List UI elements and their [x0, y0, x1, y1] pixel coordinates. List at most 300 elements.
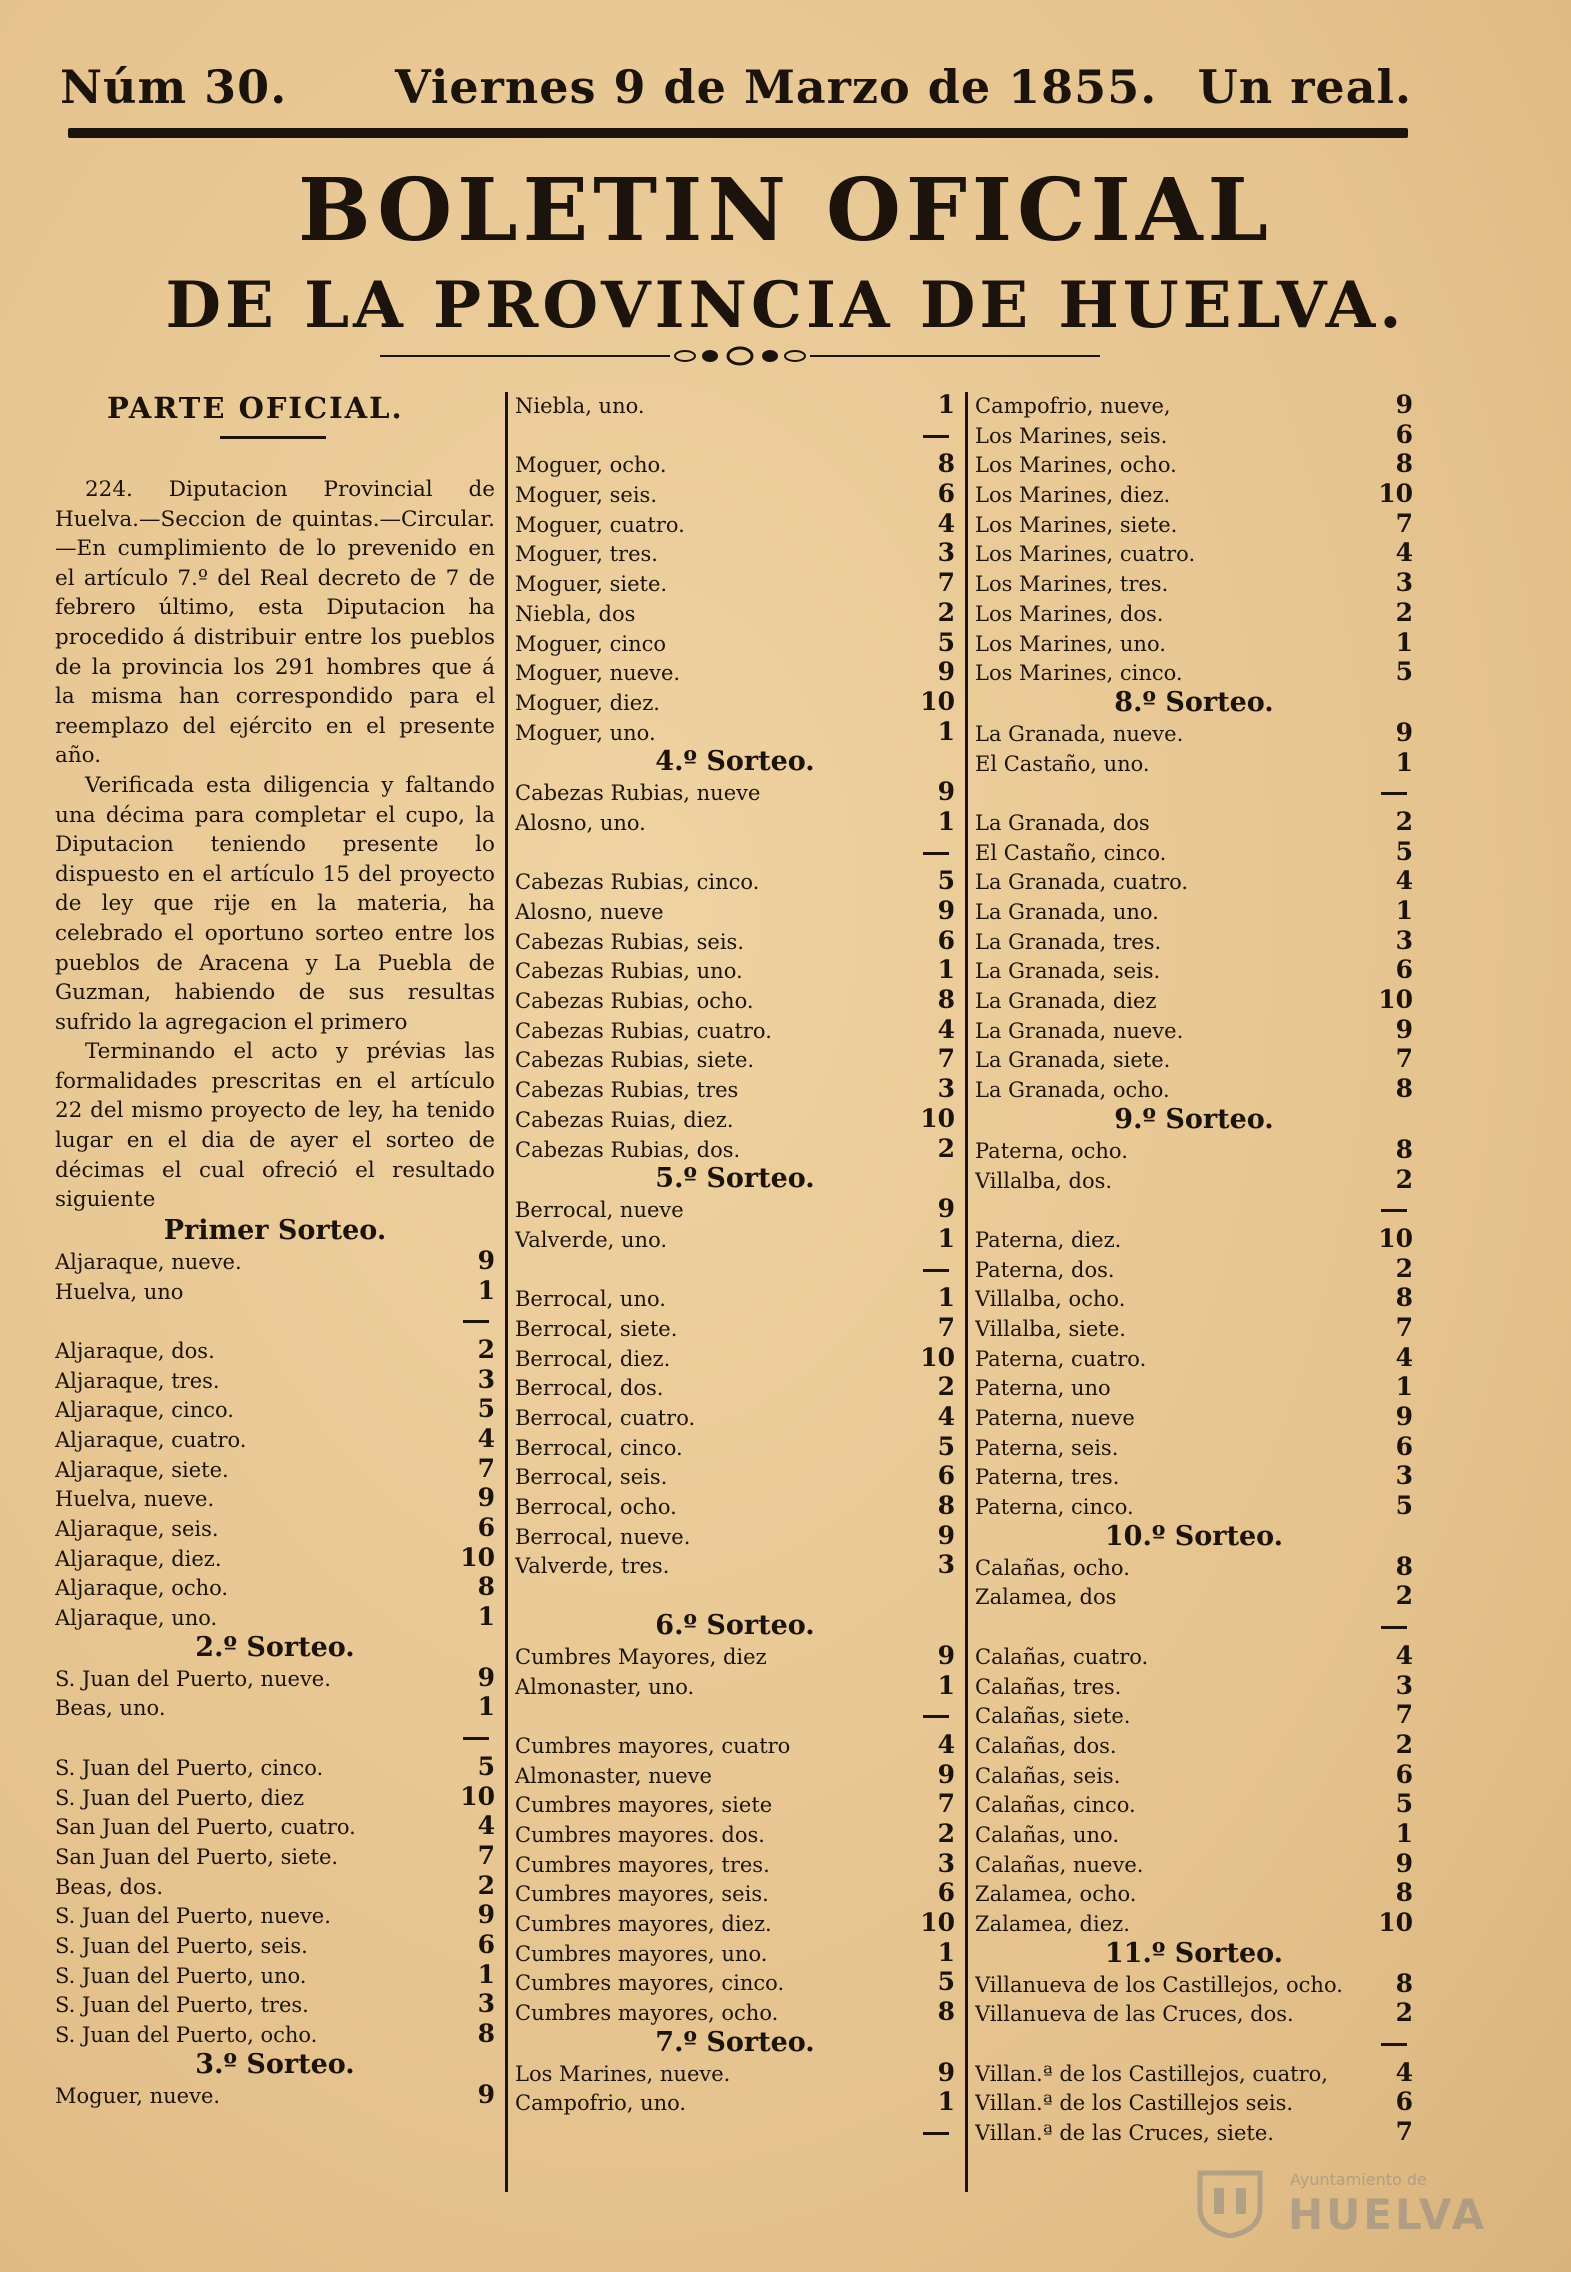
draw-entry-number: 5 [1395, 657, 1413, 687]
draw-entry-number: 1 [1395, 896, 1413, 925]
draw-row [975, 628, 1413, 658]
draw-row [515, 1224, 955, 1254]
draw-entry-name: Moguer, siete. [515, 572, 668, 597]
draw-entry-name: Cumbres mayores, cinco. [515, 1971, 785, 1996]
draw-entry-number: 3 [1395, 925, 1413, 955]
draw-entry-name: Berrocal, uno. [515, 1287, 666, 1312]
draw-row [55, 1900, 495, 1930]
draw-entry-name: La Granada, tres. [975, 929, 1162, 954]
draw-entry-number: 8 [1395, 449, 1413, 479]
draw-entry-number: 9 [1395, 717, 1413, 747]
draw-entry-name: Moguer, nueve. [55, 2083, 221, 2108]
draw-entry-name: Valverde, tres. [515, 1554, 670, 1579]
title-line-2: DE LA PROVINCIA DE HUELVA. [165, 268, 1406, 343]
draw-entry-number: 1 [937, 716, 955, 746]
draw-entry-number: 3 [477, 1989, 495, 2019]
draw-entry-name: Aljaraque, diez. [55, 1546, 222, 1571]
draw-row [55, 1246, 495, 1276]
draw-row [55, 1663, 495, 1693]
sorteo-heading: 6.º Sorteo. [655, 1609, 815, 1641]
draw-row [55, 1335, 495, 1365]
draw-entry-number: 9 [477, 1483, 495, 1513]
draw-entry-name: El Castaño, cinco. [975, 840, 1167, 865]
draw-entry-number: 3 [1395, 1461, 1413, 1491]
draw-row [515, 628, 955, 658]
draw-entry-number: 8 [937, 449, 955, 479]
draw-row [515, 390, 955, 420]
draw-entry-name: Aljaraque, cuatro. [55, 1427, 247, 1452]
draw-row [975, 1878, 1413, 1908]
draw-entry-number: 2 [937, 1372, 955, 1402]
draw-row [55, 1365, 495, 1395]
draw-row [975, 479, 1413, 509]
draw-entry-number: 1 [477, 1275, 495, 1305]
paragraph-2: Verificada esta diligencia y faltando una décima para completar el cupo, la Diputacion teniendo presente lo dispuesto en el artículo 15 del proyecto de ley que rije en la materia, ha celebrado el oportuno sorteo entre los pueblos de Aracena y La Puebla de Guzman, habiendo de sus resultas sufrido la agregacion el primero [55, 772, 495, 1035]
draw-entry-name: Cabezas Rubias, cuatro. [515, 1018, 772, 1043]
draw-row [975, 1254, 1413, 1284]
draw-entry-number: 1 [937, 2087, 955, 2117]
draw-entry-name: S. Juan del Puerto, ocho. [55, 2023, 318, 2048]
draw-entry-name: Cabezas Rubias, siete. [515, 1048, 755, 1073]
draw-entry-number: 10 [920, 1342, 955, 1372]
draw-entry-name: Paterna, diez. [975, 1227, 1122, 1252]
draw-entry-name: Huelva, uno [55, 1279, 184, 1304]
draw-entry-number: 1 [477, 1959, 495, 1989]
draw-row [515, 955, 955, 985]
draw-entry-name: La Granada, nueve. [975, 721, 1184, 746]
draw-list-1 [55, 1215, 495, 2110]
draw-entry-number: 4 [937, 1402, 955, 1431]
draw-row [975, 2117, 1413, 2147]
column-rule-1 [505, 392, 508, 2192]
draw-row [515, 538, 955, 568]
draw-entry-name: Calañas, cinco. [975, 1793, 1136, 1818]
draw-entry-number: 8 [937, 1491, 955, 1521]
draw-entry-number: 7 [1395, 1312, 1413, 1342]
draw-entry-name: Cumbres mayores, siete [515, 1793, 773, 1818]
watermark-big-text: HUELVA [1288, 2190, 1488, 2239]
draw-row [515, 1819, 955, 1849]
draw-row [515, 1908, 955, 1938]
draw-entry-name: Berrocal, ocho. [515, 1495, 677, 1520]
draw-entry-number: 8 [1395, 1283, 1413, 1313]
draw-row [975, 985, 1413, 1015]
draw-row [515, 1194, 955, 1224]
draw-entry-number: 4 [1395, 538, 1413, 568]
draw-entry-name: Villalba, dos. [975, 1168, 1113, 1193]
draw-row [975, 2087, 1413, 2117]
draw-row [515, 1730, 955, 1760]
sorteo-heading: 9.º Sorteo. [1114, 1103, 1274, 1135]
draw-row [975, 837, 1413, 867]
draw-entry-number: 8 [937, 1997, 955, 2027]
draw-entry-name: Berrocal, cinco. [515, 1435, 683, 1460]
draw-entry-name: Calañas, cuatro. [975, 1644, 1149, 1669]
draw-entry-number: 9 [937, 657, 955, 687]
draw-entry-name: Berrocal, diez. [515, 1346, 671, 1371]
draw-entry-number: 2 [1395, 1581, 1413, 1611]
draw-row [515, 896, 955, 926]
draw-list-2 [515, 390, 955, 2147]
draw-row [975, 896, 1413, 926]
draw-row [515, 687, 955, 717]
draw-entry-name: Cabezas Rubias, ocho. [515, 989, 754, 1014]
draw-entry-number: 7 [1395, 508, 1413, 538]
draw-entry-number: 7 [477, 1840, 495, 1870]
draw-entry-number: 3 [937, 1550, 955, 1580]
draw-row [975, 657, 1413, 687]
draw-entry-number: 9 [937, 2057, 955, 2087]
city-crest-icon [1190, 2168, 1270, 2238]
draw-entry-number: 4 [477, 1423, 495, 1453]
draw-entry-number: 4 [1395, 1640, 1413, 1670]
draw-row [975, 1165, 1413, 1195]
masthead [60, 60, 1412, 130]
draw-entry-number: 6 [1395, 2087, 1413, 2117]
draw-row [515, 1521, 955, 1551]
draw-row [975, 1461, 1413, 1491]
draw-row [975, 1700, 1413, 1730]
draw-row [55, 1692, 495, 1722]
draw-entry-name: Paterna, ocho. [975, 1138, 1128, 1163]
draw-entry-name: Moguer, ocho. [515, 453, 667, 478]
separator-dash [975, 1611, 1413, 1641]
draw-entry-number: 5 [1395, 836, 1413, 866]
draw-entry-number: 9 [1395, 1848, 1413, 1878]
draw-entry-number: 7 [1395, 1044, 1413, 1074]
draw-row [55, 2019, 495, 2049]
draw-row [515, 1671, 955, 1701]
draw-row [55, 1454, 495, 1484]
draw-entry-name: Beas, uno. [55, 1696, 166, 1721]
draw-row [975, 1641, 1413, 1671]
draw-row [975, 538, 1413, 568]
draw-row [515, 1849, 955, 1879]
draw-entry-name: Calañas, tres. [975, 1674, 1122, 1699]
draw-row [55, 1572, 495, 1602]
draw-entry-number: 9 [477, 1662, 495, 1692]
draw-entry-name: Los Marines, tres. [975, 572, 1169, 597]
draw-entry-name: Villalba, ocho. [975, 1287, 1126, 1312]
draw-entry-number: 6 [1395, 955, 1413, 985]
draw-row [975, 1135, 1413, 1165]
separator-dash [975, 777, 1413, 807]
draw-row [55, 1841, 495, 1871]
draw-entry-name: Los Marines, dos. [975, 601, 1164, 626]
draw-entry-name: Campofrio, nueve, [975, 394, 1171, 418]
draw-entry-name: Villanueva de las Cruces, dos. [975, 2002, 1294, 2027]
draw-row [55, 1513, 495, 1543]
draw-entry-number: 8 [1395, 1134, 1413, 1164]
draw-row [975, 1372, 1413, 1402]
draw-row [975, 807, 1413, 837]
draw-entry-number: 9 [477, 2079, 495, 2109]
draw-entry-number: 6 [937, 1461, 955, 1491]
column-rule-2 [965, 392, 968, 2192]
draw-row [515, 2058, 955, 2088]
separator-dash [55, 1722, 495, 1752]
draw-entry-name: Alosno, uno. [515, 810, 646, 835]
draw-row [515, 717, 955, 747]
draw-entry-name: Moguer, cinco [515, 631, 667, 656]
draw-row [55, 1871, 495, 1901]
draw-entry-number: 4 [1395, 1342, 1413, 1372]
draw-entry-name: Villan.ª de los Castillejos seis. [975, 2091, 1294, 2116]
draw-entry-number: 1 [937, 1223, 955, 1253]
draw-row [975, 420, 1413, 450]
draw-entry-name: Paterna, uno [975, 1376, 1111, 1401]
draw-row [515, 1372, 955, 1402]
draw-row [975, 1343, 1413, 1373]
draw-entry-number: 9 [1395, 1402, 1413, 1431]
draw-entry-name: S. Juan del Puerto, diez [55, 1785, 305, 1810]
draw-row [515, 866, 955, 896]
draw-row [55, 1602, 495, 1632]
draw-entry-number: 7 [1395, 2117, 1413, 2147]
draw-entry-number: 6 [477, 1929, 495, 1959]
draw-entry-number: 10 [920, 1908, 955, 1937]
draw-entry-name: Niebla, uno. [515, 394, 645, 418]
draw-entry-number: 7 [937, 1044, 955, 1074]
draw-entry-number: 10 [1378, 1223, 1413, 1253]
draw-row [515, 1461, 955, 1491]
draw-entry-number: 6 [937, 1878, 955, 1908]
sorteo-heading: 7.º Sorteo. [655, 2026, 815, 2058]
ornament-divider [380, 345, 1100, 367]
draw-entry-name: Calañas, seis. [975, 1763, 1121, 1788]
draw-entry-name: Los Marines, nueve. [515, 2061, 731, 2086]
draw-entry-name: Cumbres mayores, tres. [515, 1852, 770, 1877]
draw-row [975, 1313, 1413, 1343]
draw-entry-name: Paterna, seis. [975, 1435, 1119, 1460]
draw-entry-name: Los Marines, diez. [975, 483, 1171, 508]
draw-row [515, 1967, 955, 1997]
draw-entry-name: La Granada, diez [975, 989, 1157, 1014]
draw-entry-name: Paterna, dos. [975, 1257, 1115, 1282]
draw-entry-name: Moguer, cuatro. [515, 512, 685, 537]
draw-entry-number: 6 [937, 925, 955, 955]
draw-entry-name: Cumbres mayores, diez. [515, 1912, 772, 1936]
draw-entry-number: 7 [477, 1453, 495, 1483]
draw-entry-name: Paterna, tres. [975, 1465, 1120, 1490]
draw-row [55, 1752, 495, 1782]
draw-entry-number: 8 [1395, 1074, 1413, 1104]
draw-entry-name: Moguer, seis. [515, 483, 657, 508]
draw-entry-number: 9 [937, 896, 955, 925]
draw-entry-number: 2 [1395, 1998, 1413, 2028]
draw-row [55, 1543, 495, 1573]
draw-entry-name: S. Juan del Puerto, tres. [55, 1993, 309, 2018]
draw-entry-number: 4 [1395, 2057, 1413, 2087]
draw-entry-number: 9 [937, 1759, 955, 1789]
draw-row [515, 1997, 955, 2027]
sorteo-heading: 10.º Sorteo. [1104, 1520, 1284, 1552]
draw-row [975, 1760, 1413, 1790]
separator-dash [515, 1254, 955, 1284]
draw-entry-number: 3 [937, 1848, 955, 1878]
draw-entry-number: 4 [937, 508, 955, 538]
draw-entry-number: 5 [937, 1431, 955, 1461]
draw-row [975, 1552, 1413, 1582]
draw-entry-number: 2 [477, 1334, 495, 1364]
draw-row [515, 568, 955, 598]
draw-entry-number: 9 [477, 1900, 495, 1930]
separator-dash [515, 837, 955, 867]
draw-entry-number: 10 [920, 686, 955, 716]
draw-entry-name: Paterna, cuatro. [975, 1346, 1147, 1371]
draw-entry-name: Almonaster, nueve [515, 1763, 712, 1788]
draw-entry-number: 5 [937, 1967, 955, 1997]
draw-row [975, 1432, 1413, 1462]
draw-entry-number: 1 [477, 1692, 495, 1722]
spacer [515, 1580, 955, 1610]
draw-entry-number: 6 [937, 479, 955, 509]
separator-dash [515, 420, 955, 450]
separator-dash [55, 1305, 495, 1335]
draw-entry-name: Moguer, diez. [515, 690, 660, 715]
draw-entry-name: Berrocal, nueve. [515, 1524, 691, 1549]
draw-row [515, 985, 955, 1015]
draw-row [55, 1394, 495, 1424]
draw-entry-name: Villan.ª de las Cruces, siete. [975, 2121, 1274, 2146]
masthead-rule [68, 128, 1408, 138]
draw-entry-number: 4 [477, 1811, 495, 1841]
draw-row [515, 1641, 955, 1671]
draw-row [975, 1969, 1413, 1999]
draw-entry-name: El Castaño, uno. [975, 751, 1150, 776]
draw-entry-number: 7 [937, 1789, 955, 1819]
paragraph-3: Terminando el acto y prévias las formalidades prescritas en el artículo 22 del mismo proyecto de ley, ha tenido lugar en el dia de ayer el sorteo de décimas el cual ofreció el resultado siguiente [55, 1039, 495, 1213]
draw-row [515, 807, 955, 837]
draw-entry-name: Zalamea, dos [975, 1585, 1117, 1610]
draw-entry-number: 1 [1395, 1372, 1413, 1402]
draw-entry-number: 6 [1395, 1759, 1413, 1789]
draw-entry-name: San Juan del Puerto, siete. [55, 1844, 339, 1869]
draw-row [975, 1491, 1413, 1521]
draw-entry-name: S. Juan del Puerto, seis. [55, 1933, 308, 1958]
draw-entry-number: 2 [477, 1870, 495, 1900]
draw-entry-name: Los Marines, ocho. [975, 453, 1177, 478]
draw-entry-name: La Granada, seis. [975, 959, 1161, 984]
draw-entry-number: 7 [937, 568, 955, 598]
draw-entry-number: 2 [1395, 806, 1413, 836]
draw-entry-name: Moguer, tres. [515, 542, 658, 567]
separator-dash [515, 2117, 955, 2147]
draw-entry-number: 5 [477, 1751, 495, 1781]
section-heading: PARTE OFICIAL. [107, 391, 404, 425]
draw-entry-name: Calañas, siete. [975, 1704, 1131, 1729]
draw-entry-name: Berrocal, siete. [515, 1316, 678, 1341]
draw-entry-number: 1 [1395, 747, 1413, 777]
draw-row [975, 1789, 1413, 1819]
draw-row [975, 1402, 1413, 1432]
draw-row [55, 1960, 495, 1990]
draw-row [515, 777, 955, 807]
draw-row [975, 955, 1413, 985]
draw-row [515, 1760, 955, 1790]
draw-entry-name: Zalamea, diez. [975, 1912, 1130, 1936]
draw-row [975, 598, 1413, 628]
draw-entry-name: Berrocal, seis. [515, 1465, 668, 1490]
draw-entry-name: Villanueva de los Castillejos, ocho. [975, 1972, 1343, 1997]
draw-entry-number: 8 [1395, 1878, 1413, 1908]
draw-row [515, 449, 955, 479]
draw-entry-number: 2 [1395, 1164, 1413, 1194]
draw-entry-number: 1 [937, 1670, 955, 1700]
draw-entry-name: Moguer, uno. [515, 720, 656, 745]
draw-entry-name: Paterna, nueve [975, 1406, 1135, 1430]
draw-entry-name: Cabezas Ruias, diez. [515, 1107, 734, 1132]
draw-entry-number: 6 [1395, 419, 1413, 449]
draw-row [55, 1424, 495, 1454]
draw-entry-name: Niebla, dos [515, 601, 636, 626]
draw-row [975, 1044, 1413, 1074]
draw-entry-name: Los Marines, cinco. [975, 661, 1183, 686]
column-3 [975, 390, 1413, 2170]
draw-row [515, 509, 955, 539]
draw-row [975, 866, 1413, 896]
draw-row [975, 390, 1413, 420]
title-line-1: BOLETIN OFICIAL [297, 160, 1274, 261]
draw-row [975, 1671, 1413, 1701]
draw-entry-number: 2 [937, 1818, 955, 1848]
draw-entry-number: 8 [937, 985, 955, 1015]
draw-entry-name: Cumbres mayores, seis. [515, 1882, 769, 1907]
draw-row [515, 1550, 955, 1580]
draw-row [515, 1343, 955, 1373]
sorteo-heading: 5.º Sorteo. [655, 1163, 815, 1195]
draw-entry-number: 2 [937, 597, 955, 627]
draw-entry-number: 10 [460, 1542, 495, 1572]
sorteo-heading: 8.º Sorteo. [1114, 686, 1274, 718]
draw-entry-number: 8 [1395, 1551, 1413, 1581]
draw-entry-name: Cabezas Rubias, seis. [515, 929, 745, 954]
draw-row [515, 1283, 955, 1313]
draw-entry-number: 3 [937, 538, 955, 568]
draw-entry-name: S. Juan del Puerto, uno. [55, 1963, 307, 1988]
draw-row [55, 1811, 495, 1841]
draw-row [515, 1015, 955, 1045]
draw-entry-name: Los Marines, seis. [975, 423, 1168, 448]
draw-entry-number: 3 [1395, 568, 1413, 598]
issue-price: Un real. [1197, 60, 1412, 114]
draw-row [515, 1313, 955, 1343]
draw-entry-name: S. Juan del Puerto, nueve. [55, 1666, 331, 1691]
draw-entry-name: Calañas, dos. [975, 1733, 1117, 1758]
draw-entry-name: Aljaraque, uno. [55, 1606, 218, 1631]
draw-entry-number: 10 [920, 1103, 955, 1133]
draw-row [515, 1104, 955, 1134]
draw-entry-name: Aljaraque, tres. [55, 1368, 220, 1393]
sorteo-heading: 4.º Sorteo. [655, 746, 815, 778]
draw-row [975, 1849, 1413, 1879]
draw-row [515, 598, 955, 628]
draw-row [975, 1015, 1413, 1045]
draw-entry-name: Paterna, cinco. [975, 1495, 1134, 1520]
draw-entry-name: Cabezas Rubias, nueve [515, 781, 761, 806]
draw-entry-number: 2 [1395, 1729, 1413, 1759]
draw-entry-number: 9 [477, 1245, 495, 1275]
draw-entry-name: Alosno, nueve [515, 900, 664, 924]
draw-entry-number: 9 [937, 1520, 955, 1550]
draw-entry-name: La Granada, uno. [975, 900, 1159, 924]
draw-entry-name: Aljaraque, nueve. [55, 1249, 242, 1274]
separator-dash [515, 1700, 955, 1730]
draw-row [975, 1283, 1413, 1313]
draw-entry-name: La Granada, nueve. [975, 1018, 1184, 1043]
draw-row [515, 479, 955, 509]
draw-row [975, 568, 1413, 598]
